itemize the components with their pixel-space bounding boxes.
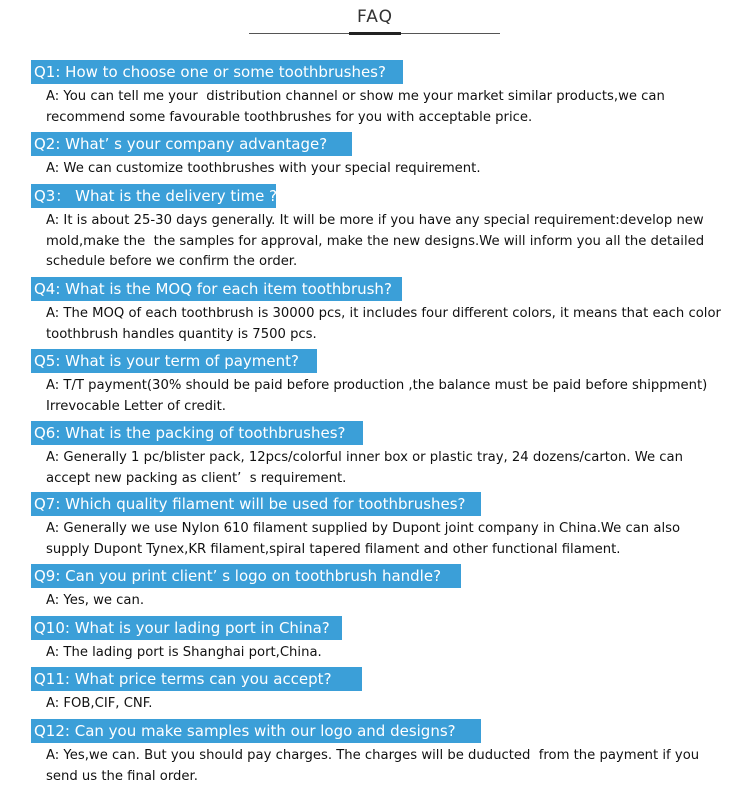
page-title: FAQ: [357, 7, 393, 27]
answer-line: Irrevocable Letter of credit.: [46, 398, 226, 414]
faq-answer-5: [46, 376, 746, 417]
answer-line: A: Yes, we can.: [46, 593, 145, 608]
faq-question-10: Q10: What is your lading port in China?: [31, 616, 342, 640]
faq-answer-6: [46, 448, 746, 489]
title-underline-accent: [349, 32, 401, 35]
answer-line: mold,make the the samples for approval, make the new designs.We will inform you all the detailed: [46, 233, 705, 249]
answer-line: schedule before we confirm the order.: [46, 254, 298, 269]
faq-question-3: Q3： What is the delivery time ?: [31, 184, 276, 208]
faq-answer-4: [46, 304, 746, 345]
faq-question-12: Q12: Can you make samples with our logo and designs?: [31, 719, 481, 743]
faq-question-6: Q6: What is the packing of toothbrushes?: [31, 421, 363, 445]
faq-answer-10: [46, 643, 746, 664]
faq-question-5: Q5: What is your term of payment?: [31, 349, 317, 373]
answer-line: A: Generally 1 pc/blister pack, 12pcs/colorful inner box or plastic tray, 24 dozens/carton. We can: [46, 450, 683, 465]
faq-question-2: Q2: What’ s your company advantage?: [31, 132, 352, 156]
faq-answer-2: [46, 159, 746, 180]
faq-header: [0, 0, 750, 40]
answer-line: accept new packing as client’ s requirement.: [46, 470, 347, 486]
answer-line: recommend some favourable toothbrushes for you with acceptable price.: [46, 109, 533, 125]
answer-line: A: The lading port is Shanghai port,China.: [46, 645, 322, 660]
faq-answer-7: [46, 519, 746, 560]
answer-line: A: You can tell me your distribution channel or show me your market similar products,we can: [46, 89, 665, 104]
answer-line: send us the final order.: [46, 768, 198, 784]
answer-line: A: It is about 25-30 days generally. It will be more if you have any special requirement:develop new: [46, 213, 704, 228]
faq-answer-3: [46, 211, 746, 273]
faq-question-1: Q1: How to choose one or some toothbrushes?: [31, 60, 403, 84]
faq-answer-11: [46, 694, 746, 715]
answer-line: A: We can customize toothbrushes with your special requirement.: [46, 161, 481, 176]
faq-answer-9: [46, 591, 746, 612]
answer-line: A: T/T payment(30% should be paid before production ,the balance must be paid before shippment): [46, 378, 708, 393]
answer-line: A: Generally we use Nylon 610 filament supplied by Dupont joint company in China.We can also: [46, 521, 681, 536]
faq-question-9: Q9: Can you print client’ s logo on toothbrush handle?: [31, 564, 461, 588]
faq-answer-1: [46, 87, 746, 128]
answer-line: A: FOB,CIF, CNF.: [46, 696, 153, 711]
answer-line: A: Yes,we can. But you should pay charges. The charges will be duducted from the payment if you: [46, 748, 700, 763]
faq-question-7: Q7: Which quality filament will be used for toothbrushes?: [31, 492, 481, 516]
faq-answer-12: [46, 746, 746, 787]
answer-line: A: The MOQ of each toothbrush is 30000 pcs, it includes four different colors, it means that each color: [46, 306, 721, 321]
faq-question-4: Q4: What is the MOQ for each item toothbrush?: [31, 277, 402, 301]
answer-line: supply Dupont Tynex,KR filament,spiral tapered filament and other functional filament.: [46, 541, 621, 557]
faq-question-11: Q11: What price terms can you accept?: [31, 667, 362, 691]
answer-line: toothbrush handles quantity is 7500 pcs.: [46, 326, 317, 342]
